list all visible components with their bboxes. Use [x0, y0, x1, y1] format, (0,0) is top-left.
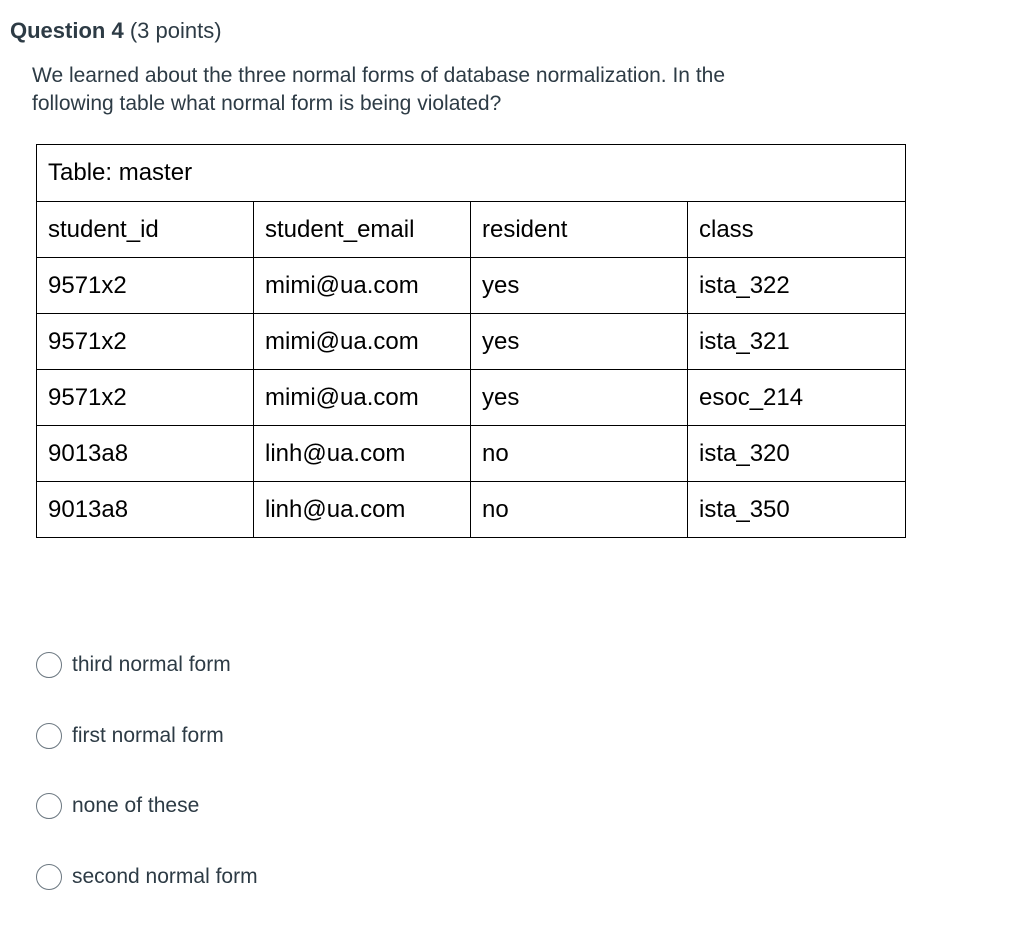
column-header-student-id: student_id [37, 202, 254, 258]
question-text [32, 62, 852, 118]
cell-student-id: 9571x2 [37, 370, 254, 426]
answer-options [36, 648, 258, 930]
cell-student-email: linh@ua.com [254, 482, 471, 538]
table-header-row [37, 202, 906, 258]
cell-resident: yes [471, 370, 688, 426]
radio-button[interactable] [36, 864, 62, 890]
answer-option-third-normal-form[interactable] [36, 648, 258, 682]
answer-option-label: third normal form [72, 653, 231, 676]
column-header-student-email: student_email [254, 202, 471, 258]
table-row [37, 370, 906, 426]
table-row [37, 258, 906, 314]
question-title: Question 4 [10, 18, 124, 43]
table-caption: Table: master [37, 145, 906, 202]
table-row [37, 482, 906, 538]
answer-option-label: second normal form [72, 864, 258, 888]
radio-button[interactable] [36, 723, 62, 749]
cell-resident: yes [471, 258, 688, 314]
cell-student-email: mimi@ua.com [254, 314, 471, 370]
column-header-class: class [688, 202, 906, 258]
question-header [10, 16, 222, 46]
cell-student-email: linh@ua.com [254, 426, 471, 482]
master-table-container [36, 144, 906, 538]
master-table [36, 144, 906, 538]
cell-student-id: 9013a8 [37, 426, 254, 482]
answer-option-label: first normal form [72, 723, 224, 747]
cell-student-email: mimi@ua.com [254, 370, 471, 426]
question-text-line-1: We learned about the three normal forms of database normalization. In the [32, 64, 726, 87]
cell-resident: no [471, 482, 688, 538]
question-points: (3 points) [129, 18, 222, 43]
cell-class: ista_350 [688, 482, 906, 538]
cell-resident: yes [471, 314, 688, 370]
table-row [37, 426, 906, 482]
cell-class: ista_322 [688, 258, 906, 314]
table-row [37, 314, 906, 370]
cell-student-id: 9013a8 [37, 482, 254, 538]
cell-class: ista_320 [688, 426, 906, 482]
question-text-line-2: following table what normal form is being violated? [32, 92, 502, 115]
radio-button[interactable] [36, 652, 62, 678]
cell-class: ista_321 [688, 314, 906, 370]
table-caption-row [37, 145, 906, 202]
radio-button[interactable] [36, 793, 62, 819]
column-header-resident: resident [471, 202, 688, 258]
cell-student-email: mimi@ua.com [254, 258, 471, 314]
cell-resident: no [471, 426, 688, 482]
answer-option-first-normal-form[interactable] [36, 719, 258, 753]
cell-student-id: 9571x2 [37, 314, 254, 370]
answer-option-second-normal-form[interactable] [36, 860, 258, 894]
answer-option-none-of-these[interactable] [36, 789, 258, 823]
cell-class: esoc_214 [688, 370, 906, 426]
cell-student-id: 9571x2 [37, 258, 254, 314]
answer-option-label: none of these [72, 794, 200, 817]
